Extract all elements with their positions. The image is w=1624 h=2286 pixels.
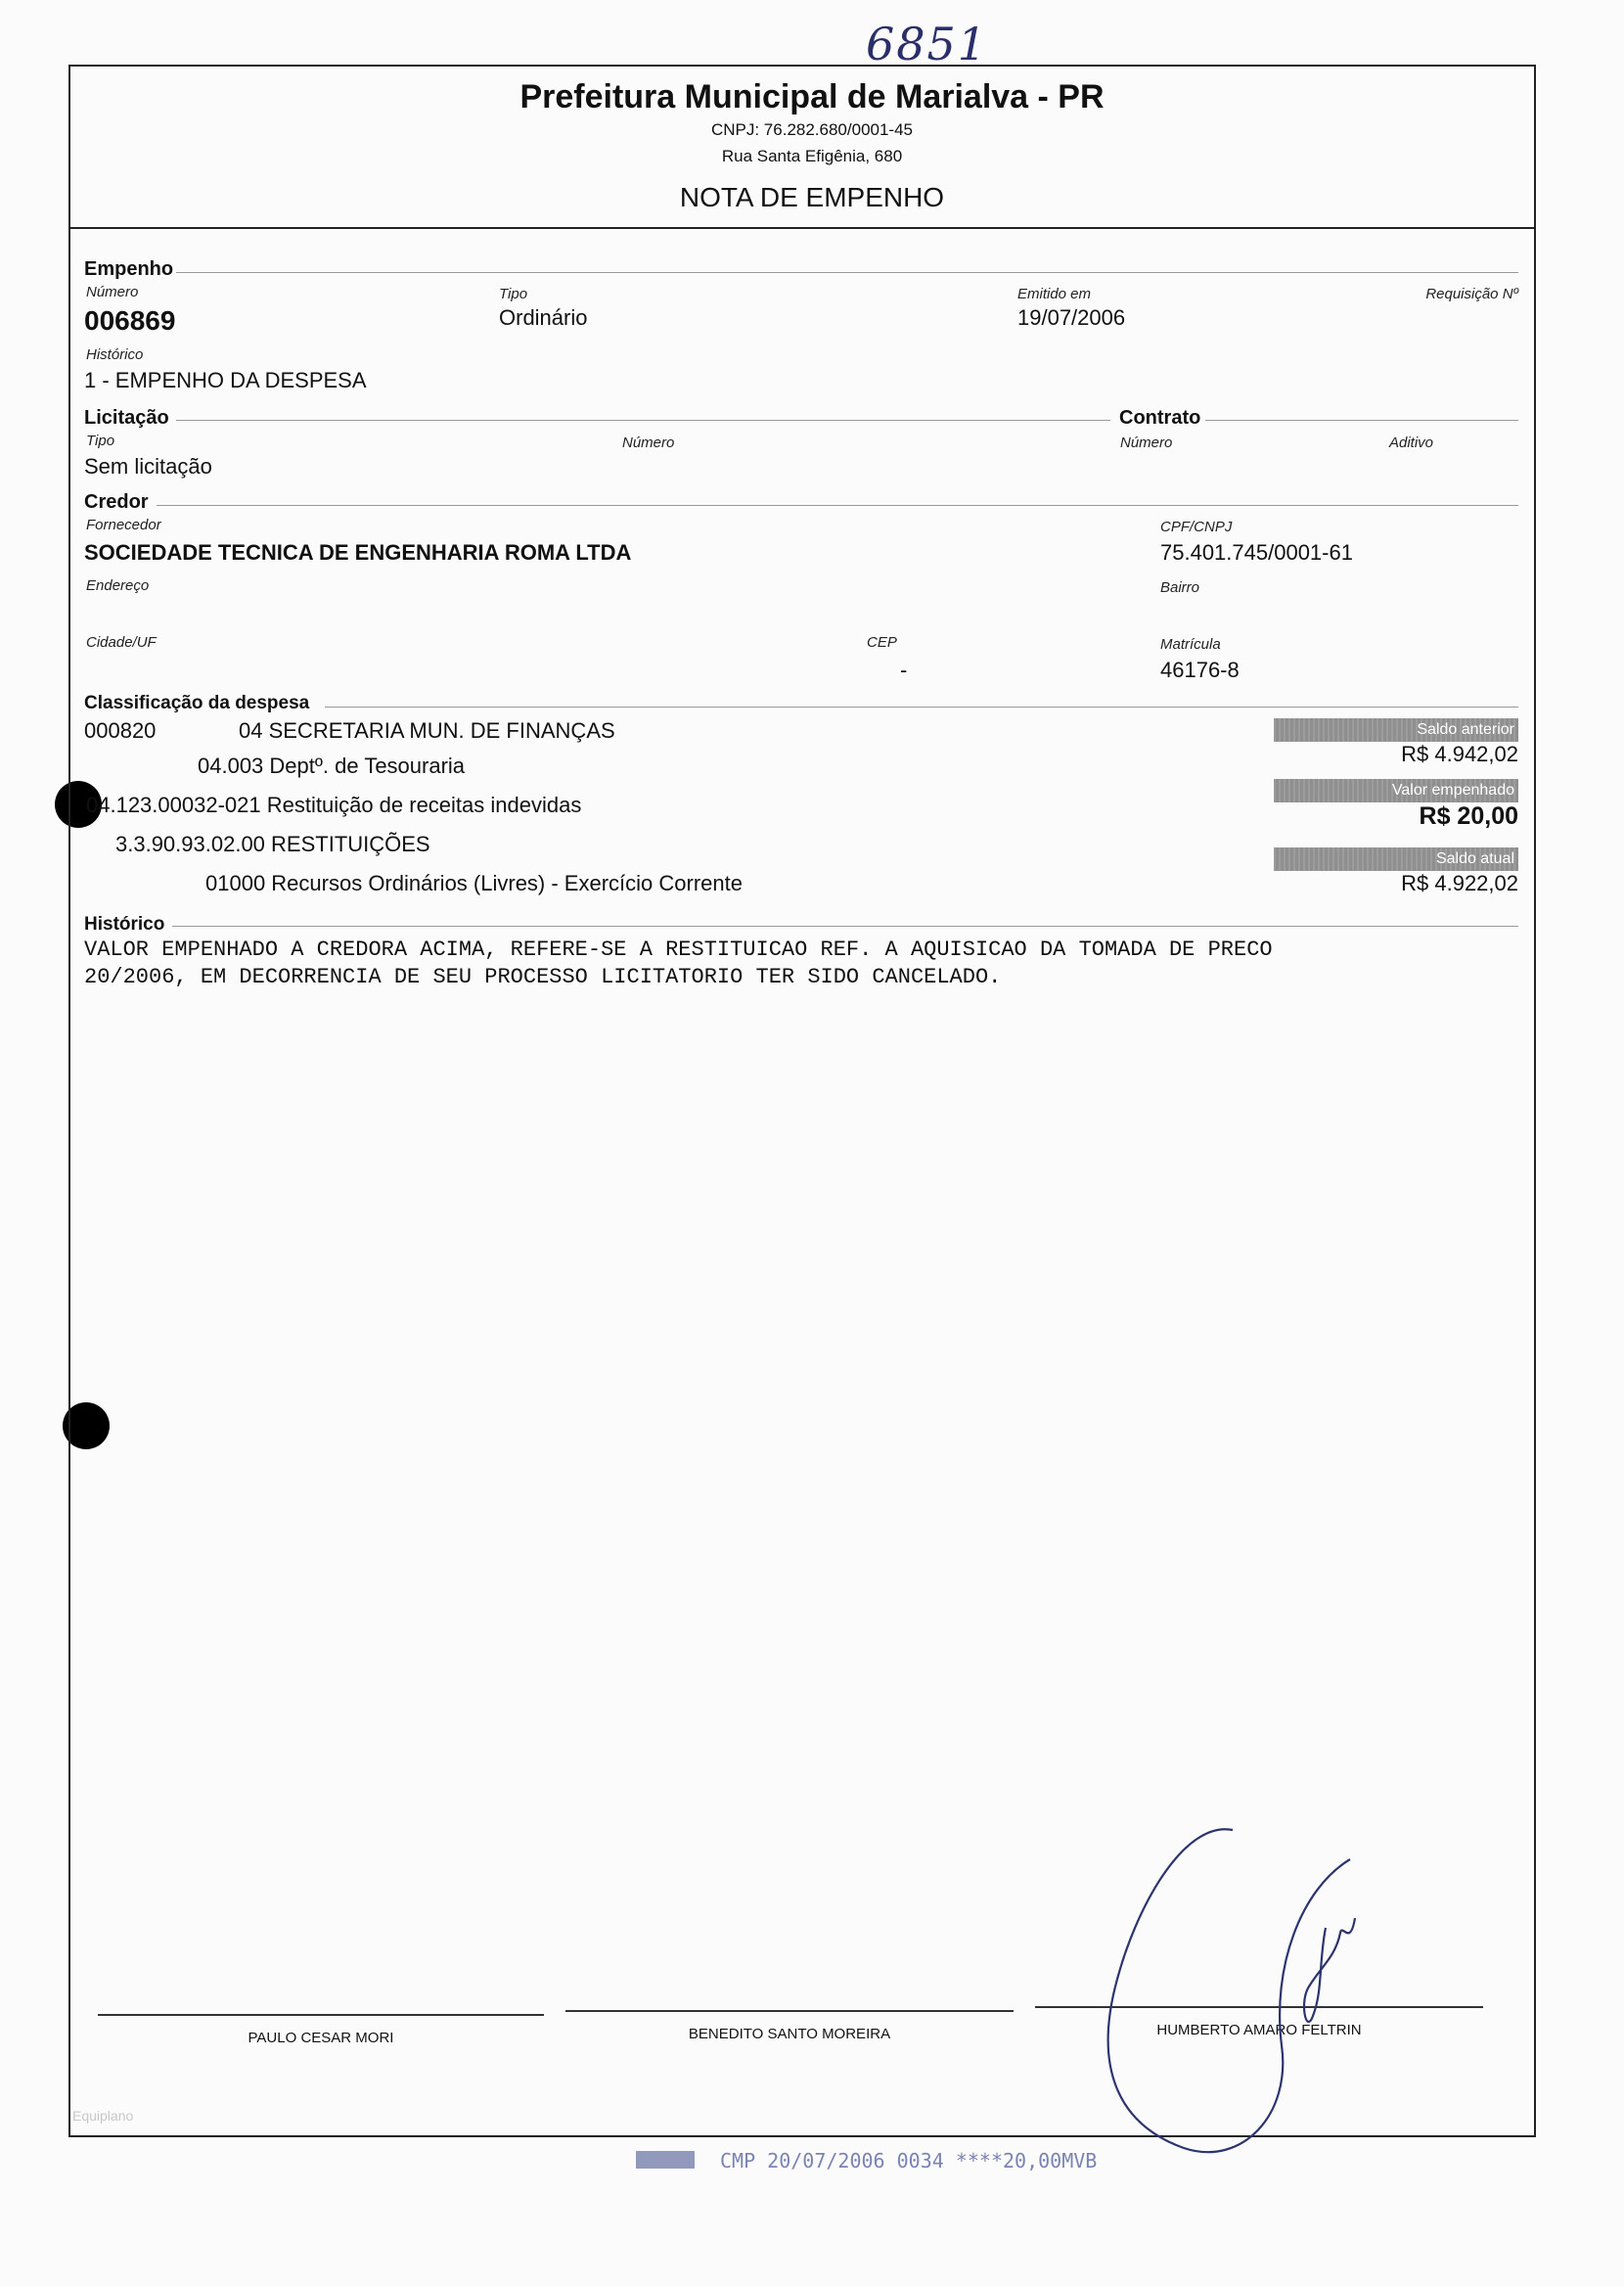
bank-stamp-logo	[636, 2151, 695, 2169]
empenho-rule	[176, 272, 1518, 273]
credor-rule	[157, 505, 1518, 506]
page-title: Prefeitura Municipal de Marialva - PR	[519, 78, 1105, 115]
empenho-numero-label: Número	[86, 284, 139, 300]
section-contrato: Contrato	[1119, 407, 1201, 429]
classificacao-rule	[325, 707, 1518, 708]
saldo-atual-value: R$ 4.922,02	[1401, 871, 1518, 895]
signature-name-1: PAULO CESAR MORI	[248, 2030, 394, 2046]
empenho-historico-label: Histórico	[86, 346, 144, 363]
section-classificacao: Classificação da despesa	[84, 693, 310, 713]
cpf-cnpj-label: CPF/CNPJ	[1160, 519, 1233, 535]
empenho-tipo: Ordinário	[499, 305, 588, 330]
licitacao-rule	[176, 420, 1110, 421]
fornecedor-label: Fornecedor	[86, 517, 161, 533]
cpf-cnpj-value: 75.401.745/0001-61	[1160, 540, 1353, 565]
section-licitacao: Licitação	[84, 407, 169, 429]
historico-line-2: 20/2006, EM DECORRENCIA DE SEU PROCESSO LICITATORIO TER SIDO CANCELADO.	[84, 965, 1002, 989]
contrato-numero-label: Número	[1120, 434, 1173, 451]
signature-name-3: HUMBERTO AMARO FELTRIN	[1156, 2022, 1362, 2038]
handwritten-signature	[1057, 1801, 1389, 2163]
saldo-anterior-value: R$ 4.942,02	[1401, 742, 1518, 766]
classificacao-elemento: 3.3.90.93.02.00 RESTITUIÇÕES	[115, 832, 430, 856]
valor-empenhado-label: Valor empenhado	[1274, 779, 1518, 802]
signature-name-2: BENEDITO SANTO MOREIRA	[688, 2026, 891, 2042]
classificacao-secretaria: 04 SECRETARIA MUN. DE FINANÇAS	[239, 718, 615, 743]
section-historico: Histórico	[84, 914, 165, 935]
section-empenho: Empenho	[84, 258, 174, 280]
valor-empenhado-value: R$ 20,00	[1419, 802, 1518, 830]
section-credor: Credor	[84, 491, 149, 513]
classificacao-departamento: 04.003 Deptº. de Tesouraria	[198, 754, 466, 778]
footer-brand: Equiplano	[72, 2108, 134, 2124]
empenho-historico: 1 - EMPENHO DA DESPESA	[84, 368, 367, 392]
cidade-label: Cidade/UF	[86, 634, 157, 651]
requisicao-label: Requisição Nº	[1425, 286, 1518, 302]
licitacao-numero-label: Número	[622, 434, 675, 451]
classificacao-code: 000820	[84, 718, 157, 743]
historico-line-1: VALOR EMPENHADO A CREDORA ACIMA, REFERE-SE A RESTITUICAO REF. A AQUISICAO DA TOMADA DE PRECO	[84, 937, 1273, 962]
classificacao-recurso: 01000 Recursos Ordinários (Livres) - Exercício Corrente	[205, 871, 743, 895]
contrato-aditivo-label: Aditivo	[1389, 434, 1434, 451]
handwritten-number: 6851	[866, 18, 989, 70]
signature-line-1	[98, 2014, 544, 2016]
matricula-value: 46176-8	[1160, 658, 1240, 682]
empenho-emitido: 19/07/2006	[1017, 305, 1126, 330]
empenho-emitido-label: Emitido em	[1017, 286, 1092, 302]
signature-line-2	[565, 2010, 1014, 2012]
saldo-atual-label: Saldo atual	[1274, 847, 1518, 871]
header-cnpj: CNPJ: 76.282.680/0001-45	[710, 120, 914, 139]
cep-label: CEP	[867, 634, 897, 651]
matricula-label: Matrícula	[1160, 636, 1221, 653]
fornecedor-name: SOCIEDADE TECNICA DE ENGENHARIA ROMA LTDA	[84, 540, 632, 565]
bank-stamp-text: CMP 20/07/2006 0034 ****20,00MVB	[720, 2149, 1098, 2172]
historico-rule	[172, 926, 1518, 927]
endereco-label: Endereço	[86, 577, 150, 594]
header-divider	[70, 227, 1534, 229]
document-title: NOTA DE EMPENHO	[679, 182, 945, 212]
cep-value: -	[900, 658, 908, 682]
licitacao-tipo: Sem licitação	[84, 454, 212, 479]
contrato-rule	[1205, 420, 1518, 421]
licitacao-tipo-label: Tipo	[86, 433, 115, 449]
empenho-numero: 006869	[84, 305, 176, 336]
saldo-anterior-label: Saldo anterior	[1274, 718, 1518, 742]
header-address: Rua Santa Efigênia, 680	[721, 147, 903, 165]
empenho-tipo-label: Tipo	[499, 286, 528, 302]
classificacao-funcional: 04.123.00032-021 Restituição de receitas indevidas	[86, 793, 582, 817]
bairro-label: Bairro	[1160, 579, 1200, 596]
